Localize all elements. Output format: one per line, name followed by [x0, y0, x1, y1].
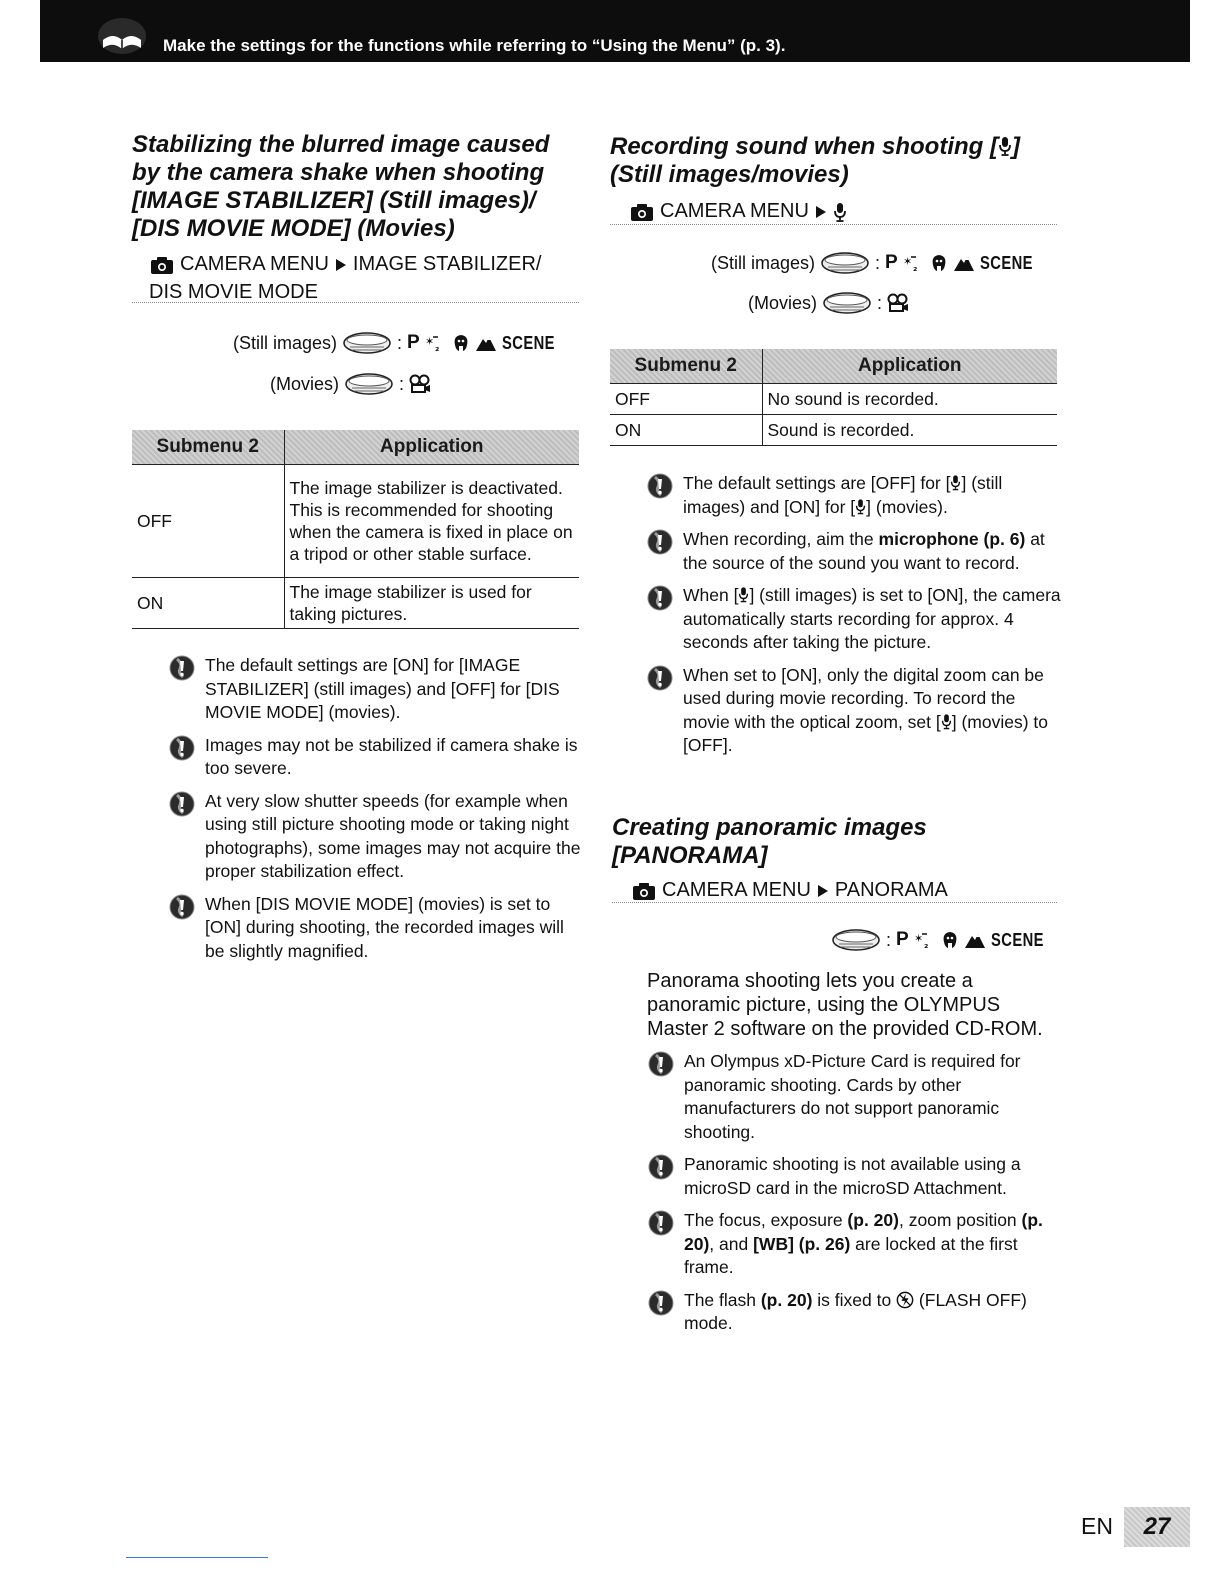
mountain-icon: [475, 334, 497, 352]
divider: [610, 224, 1057, 225]
note-icon: [647, 473, 673, 499]
divider: [132, 302, 579, 303]
movie-modes: (Movies) :: [748, 291, 909, 315]
application-cell: No sound is recorded.: [762, 384, 1057, 415]
divider: [612, 902, 1057, 903]
footer-rule: [126, 1557, 268, 1558]
panorama-intro: Panorama shooting lets you create a panoramic picture, using the OLYMPUS Master 2 software on the provided CD-ROM.: [647, 970, 1043, 1040]
arrow-right-icon: [335, 258, 347, 272]
note-icon: [647, 665, 673, 691]
mode-dial-icon: [831, 928, 881, 952]
table-row: [610, 415, 1057, 446]
mountain-icon: [964, 931, 986, 949]
banner-text: Make the settings for the functions while referring to “Using the Menu” (p. 3).: [163, 36, 786, 55]
note-item: When [ ] (still images) is set to [ON], the camera automatically starts recording for approx. 4 seconds after taking the picture.: [647, 584, 1062, 655]
stabilizer-notes: [169, 654, 585, 972]
program-mode: P: [885, 252, 898, 273]
mode-dial-icon: [342, 331, 392, 355]
stabilizer-table: [132, 430, 579, 629]
note-item: When set to [ON], only the digital zoom can be used during movie recording. To record the movie with the optical zoom, set [ ] (movies) to [OFF].: [647, 664, 1062, 758]
microphone-icon: [941, 713, 952, 730]
stabilizer-heading: Stabilizing the blurred image caused by the camera shake when shooting [IMAGE STABILIZER] (Still images)/ [DIS MOVIE MODE] (Movies): [132, 131, 550, 242]
table-row: [132, 465, 579, 578]
note-item: Images may not be stabilized if camera shake is too severe.: [169, 734, 585, 781]
mode-dial-icon: [822, 291, 872, 315]
sound-heading: Recording sound when shooting [ ] (Still images/movies): [610, 133, 1020, 188]
note-item: When [DIS MOVIE MODE] (movies) is set to [ON] during shooting, the recorded images will be slightly magnified.: [169, 893, 585, 964]
panorama-notes: [648, 1050, 1063, 1345]
note-icon: [647, 585, 673, 611]
note-item: Panoramic shooting is not available using a microSD card in the microSD Attachment.: [648, 1153, 1063, 1200]
mountain-icon: [953, 254, 975, 272]
note-item: The default settings are [OFF] for [ ] (still images) and [ON] for [ ] (movies).: [647, 472, 1062, 519]
camera-icon: [632, 881, 656, 901]
microphone-icon: [738, 586, 749, 603]
microphone-icon: [855, 498, 866, 515]
book-icon: [97, 18, 147, 58]
program-mode: P: [896, 929, 909, 950]
panorama-modes: : P SCENE: [831, 928, 1055, 952]
note-icon: [648, 1210, 674, 1236]
note-item: At very slow shutter speeds (for example when using still picture shooting mode or taking night photographs), some images may not acquire the proper stabilization effect.: [169, 790, 585, 884]
stabilizer-menu-path: [150, 253, 541, 276]
movie-modes: (Movies) :: [270, 372, 431, 396]
note-item: An Olympus xD-Picture Card is required for panoramic shooting. Cards by other manufacturers do not support panoramic shooting.: [648, 1050, 1063, 1144]
note-icon: [647, 529, 673, 555]
camera-icon: [630, 202, 654, 222]
mode-dial-icon: [820, 251, 870, 275]
table-header: Submenu 2: [132, 430, 284, 465]
microphone-icon: [950, 474, 961, 491]
note-icon: [169, 735, 195, 761]
sound-notes: [647, 472, 1062, 767]
still-modes: (Still images) : P SCENE: [233, 332, 555, 353]
table-header: Submenu 2: [610, 349, 762, 384]
ia-mode-icon: [903, 253, 925, 273]
table-header: Application: [284, 430, 579, 465]
sound-menu-path: [630, 200, 847, 223]
note-icon: [648, 1051, 674, 1077]
note-item: The flash (p. 20) is fixed to (FLASH OFF) mode.: [648, 1289, 1063, 1336]
stabilizer-menu-path-line2: DIS MOVIE MODE: [149, 281, 318, 303]
note-icon: [648, 1290, 674, 1316]
submenu-cell: OFF: [132, 465, 284, 578]
ia-mode-icon: [425, 333, 447, 353]
sound-table: [610, 349, 1057, 446]
menu-item-label: IMAGE STABILIZER/: [352, 253, 542, 275]
microphone-icon: [998, 136, 1012, 156]
movie-icon: [887, 293, 909, 313]
submenu-cell: OFF: [610, 384, 762, 415]
movie-icon: [409, 374, 431, 394]
camera-icon: [150, 255, 174, 275]
flash-off-icon: [896, 1291, 914, 1309]
language-label: EN: [1081, 1513, 1113, 1539]
note-icon: [648, 1154, 674, 1180]
still-modes: (Still images) : P SCENE: [711, 252, 1033, 273]
program-mode: P: [407, 332, 420, 353]
note-item: The focus, exposure (p. 20), zoom position (p. 20), and [WB] (p. 26) are locked at the first frame.: [648, 1209, 1063, 1280]
panorama-menu-path: [632, 879, 948, 902]
camera-menu-label: CAMERA MENU: [660, 200, 809, 222]
application-cell: The image stabilizer is used for taking pictures.: [284, 578, 579, 629]
menu-item-label: PANORAMA: [834, 879, 948, 901]
submenu-cell: ON: [610, 415, 762, 446]
submenu-cell: ON: [132, 578, 284, 629]
note-icon: [169, 655, 195, 681]
microphone-icon: [833, 202, 847, 222]
note-icon: [169, 791, 195, 817]
beauty-mode-icon: [941, 930, 959, 950]
note-item: The default settings are [ON] for [IMAGE STABILIZER] (still images) and [OFF] for [DIS MOVIE MODE] (movies).: [169, 654, 585, 725]
application-cell: The image stabilizer is deactivated. This is recommended for shooting when the camera is fixed in place on a tripod or other stable surface.: [284, 465, 579, 578]
camera-menu-label: CAMERA MENU: [662, 879, 811, 901]
beauty-mode-icon: [930, 253, 948, 273]
table-row: [610, 384, 1057, 415]
table-row: [132, 578, 579, 629]
mode-dial-icon: [344, 372, 394, 396]
table-header: Application: [762, 349, 1057, 384]
scene-mode: SCENE: [979, 252, 1033, 273]
arrow-right-icon: [817, 884, 829, 898]
application-cell: Sound is recorded.: [762, 415, 1057, 446]
note-icon: [169, 894, 195, 920]
panorama-heading: Creating panoramic images [PANORAMA]: [612, 814, 927, 869]
page-number: 27: [1124, 1507, 1190, 1547]
scene-mode: SCENE: [990, 929, 1044, 950]
scene-mode: SCENE: [501, 332, 555, 353]
beauty-mode-icon: [452, 333, 470, 353]
camera-menu-label: CAMERA MENU: [180, 253, 329, 275]
note-item: When recording, aim the microphone (p. 6) at the source of the sound you want to record.: [647, 528, 1062, 575]
ia-mode-icon: [914, 930, 936, 950]
arrow-right-icon: [815, 205, 827, 219]
